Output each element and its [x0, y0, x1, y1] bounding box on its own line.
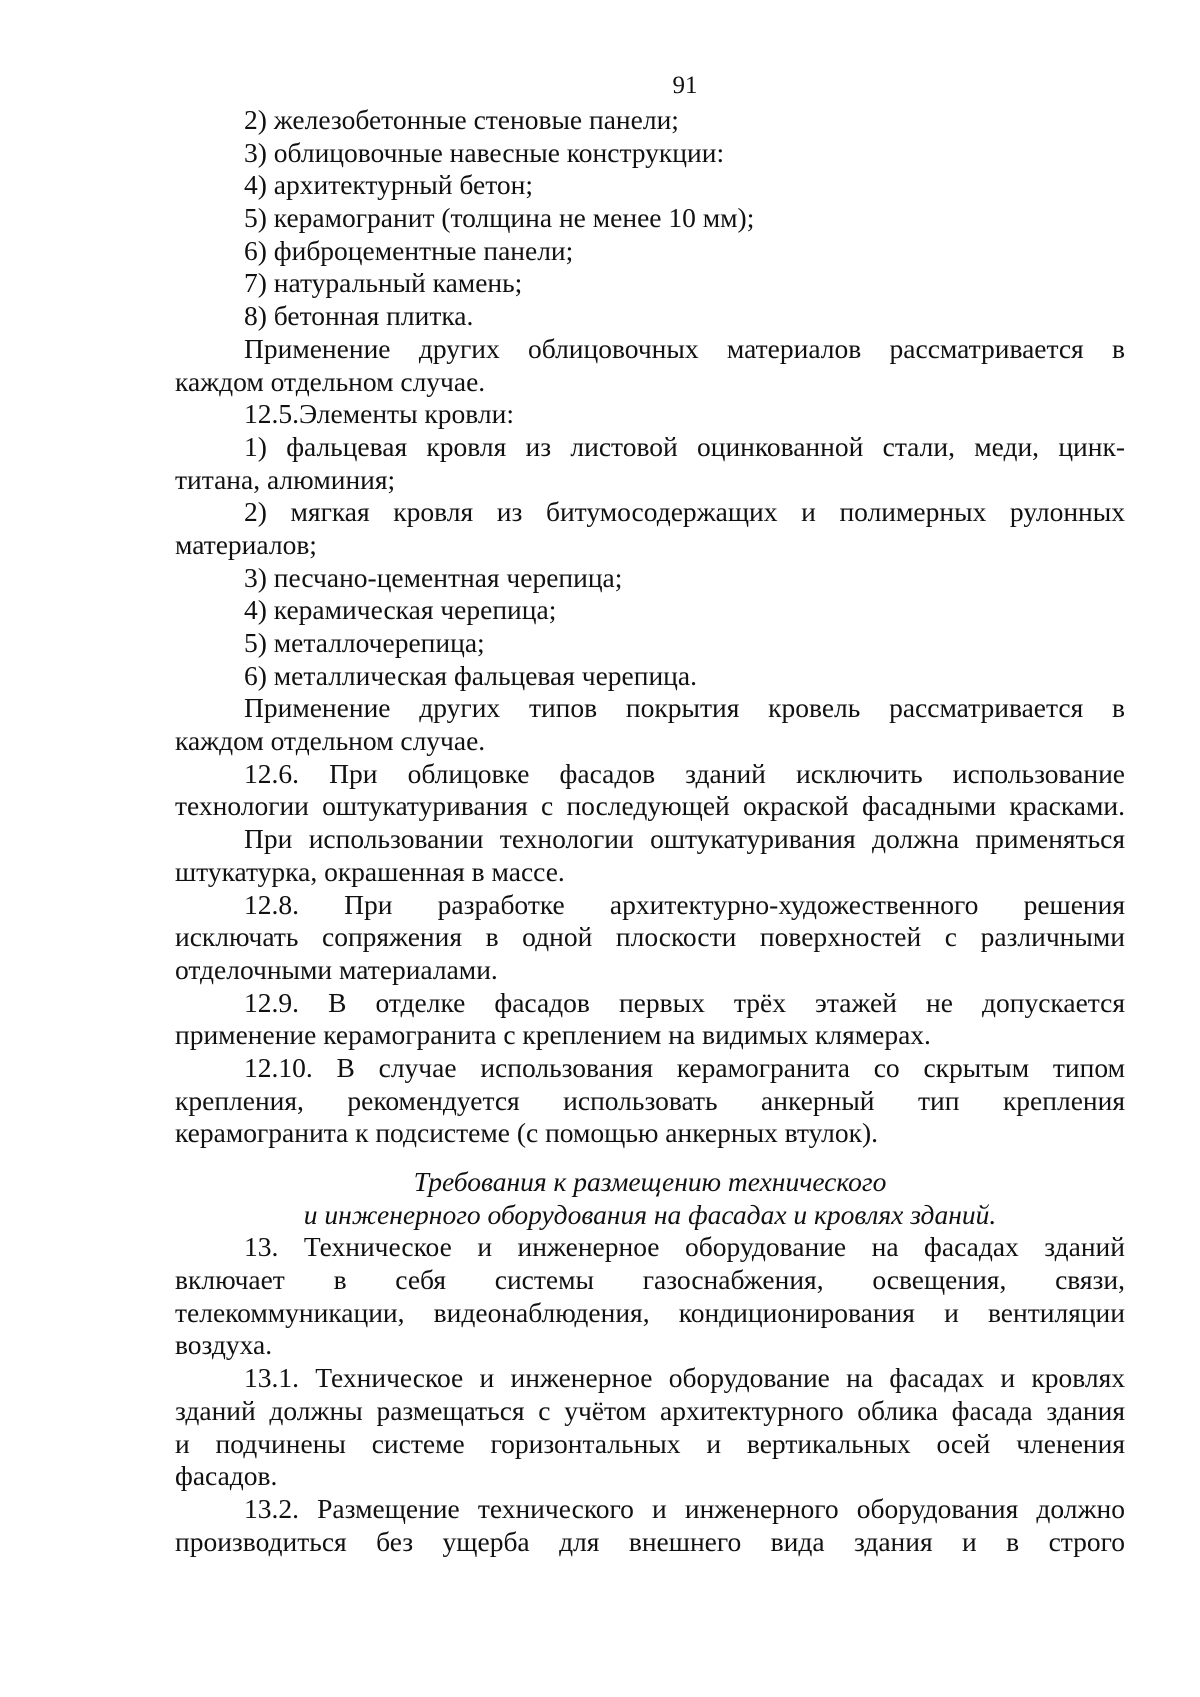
page-number: 91	[672, 72, 698, 99]
paragraph-line: отделочными материалами.	[175, 953, 498, 985]
paragraph-line: включает в себя системы газоснабжения, освещения, связи,	[175, 1264, 1125, 1296]
paragraph-line: и подчинены системе горизонтальных и вертикальных осей членения	[175, 1427, 1125, 1459]
clause-13-2: 13.2. Размещение технического и инженерного оборудования должно	[244, 1492, 1125, 1524]
section-title-line-2: и инженерного оборудования на фасадах и кровлях зданий.	[303, 1198, 997, 1230]
paragraph-line: воздуха.	[175, 1329, 273, 1361]
paragraph-line: штукатурка, окрашенная в массе.	[175, 855, 565, 887]
paragraph-line: фасадов.	[175, 1460, 278, 1492]
paragraph-line: керамогранита к подсистеме (с помощью анкерных втулок).	[175, 1117, 879, 1149]
list-item-facade-6: 6) фиброцементные панели;	[244, 234, 574, 266]
list-item-roof-2: 2) мягкая кровля из битумосодержащих и полимерных рулонных	[244, 496, 1125, 528]
paragraph-line: телекоммуникации, видеонаблюдения, кондиционирования и вентиляции	[175, 1296, 1125, 1328]
document-body	[175, 104, 1125, 1558]
paragraph-line: зданий должны размещаться с учётом архитектурного облика фасада здания	[175, 1394, 1125, 1426]
list-item-roof-1-cont: титана, алюминия;	[175, 463, 396, 495]
list-item-facade-3: 3) облицовочные навесные конструкции:	[244, 136, 725, 168]
clause-12-10: 12.10. В случае использования керамогранита со скрытым типом	[244, 1051, 1125, 1083]
clause-12-8: 12.8. При разработке архитектурно-художественного решения	[244, 888, 1125, 920]
paragraph-line: каждом отдельном случае.	[175, 365, 486, 397]
list-item-roof-1: 1) фальцевая кровля из листовой оцинкованной стали, меди, цинк-	[244, 430, 1125, 462]
list-item-facade-7: 7) натуральный камень;	[244, 267, 523, 299]
list-item-facade-5: 5) керамогранит (толщина не менее 10 мм);	[244, 202, 755, 234]
list-item-roof-2-cont: материалов;	[175, 528, 317, 560]
paragraph-line: исключать сопряжения в одной плоскости поверхностей с различными	[175, 921, 1125, 953]
paragraph-line: каждом отдельном случае.	[175, 725, 486, 757]
list-item-roof-6: 6) металлическая фальцевая черепица.	[244, 659, 697, 691]
clause-13-1: 13.1. Техническое и инженерное оборудование на фасадах и кровлях	[244, 1362, 1125, 1394]
paragraph-line: технологии оштукатуривания с последующей окраской фасадными красками.	[175, 790, 1125, 822]
paragraph-line: Применение других типов покрытия кровель рассматривается в	[244, 692, 1125, 724]
clause-12-9: 12.9. В отделке фасадов первых трёх этажей не допускается	[244, 986, 1125, 1018]
paragraph-line: При использовании технологии оштукатуривания должна применяться	[244, 823, 1125, 855]
paragraph-line: крепления, рекомендуется использовать анкерный тип крепления	[175, 1084, 1125, 1116]
clause-12-6: 12.6. При облицовке фасадов зданий исключить использование	[244, 757, 1125, 789]
list-item-roof-5: 5) металлочерепица;	[244, 627, 485, 658]
clause-13: 13. Техническое и инженерное оборудование на фасадах зданий	[244, 1231, 1125, 1263]
paragraph-line: Применение других облицовочных материалов рассматривается в	[244, 332, 1125, 364]
list-item-roof-4: 4) керамическая черепица;	[244, 594, 557, 626]
list-item-roof-3: 3) песчано-цементная черепица;	[244, 561, 623, 593]
list-item-facade-8: 8) бетонная плитка.	[244, 300, 474, 332]
section-title-line-1: Требования к размещению технического	[413, 1166, 887, 1197]
paragraph-line: производиться без ущерба для внешнего вида здания и в строго	[175, 1525, 1125, 1557]
section-spacer	[175, 1150, 1125, 1166]
list-item-facade-2: 2) железобетонные стеновые панели;	[244, 104, 679, 135]
paragraph-line: применение керамогранита с креплением на видимых клямерах.	[175, 1019, 931, 1051]
section-heading-12-5: 12.5.Элементы кровли:	[244, 398, 514, 430]
list-item-facade-4: 4) архитектурный бетон;	[244, 169, 533, 201]
